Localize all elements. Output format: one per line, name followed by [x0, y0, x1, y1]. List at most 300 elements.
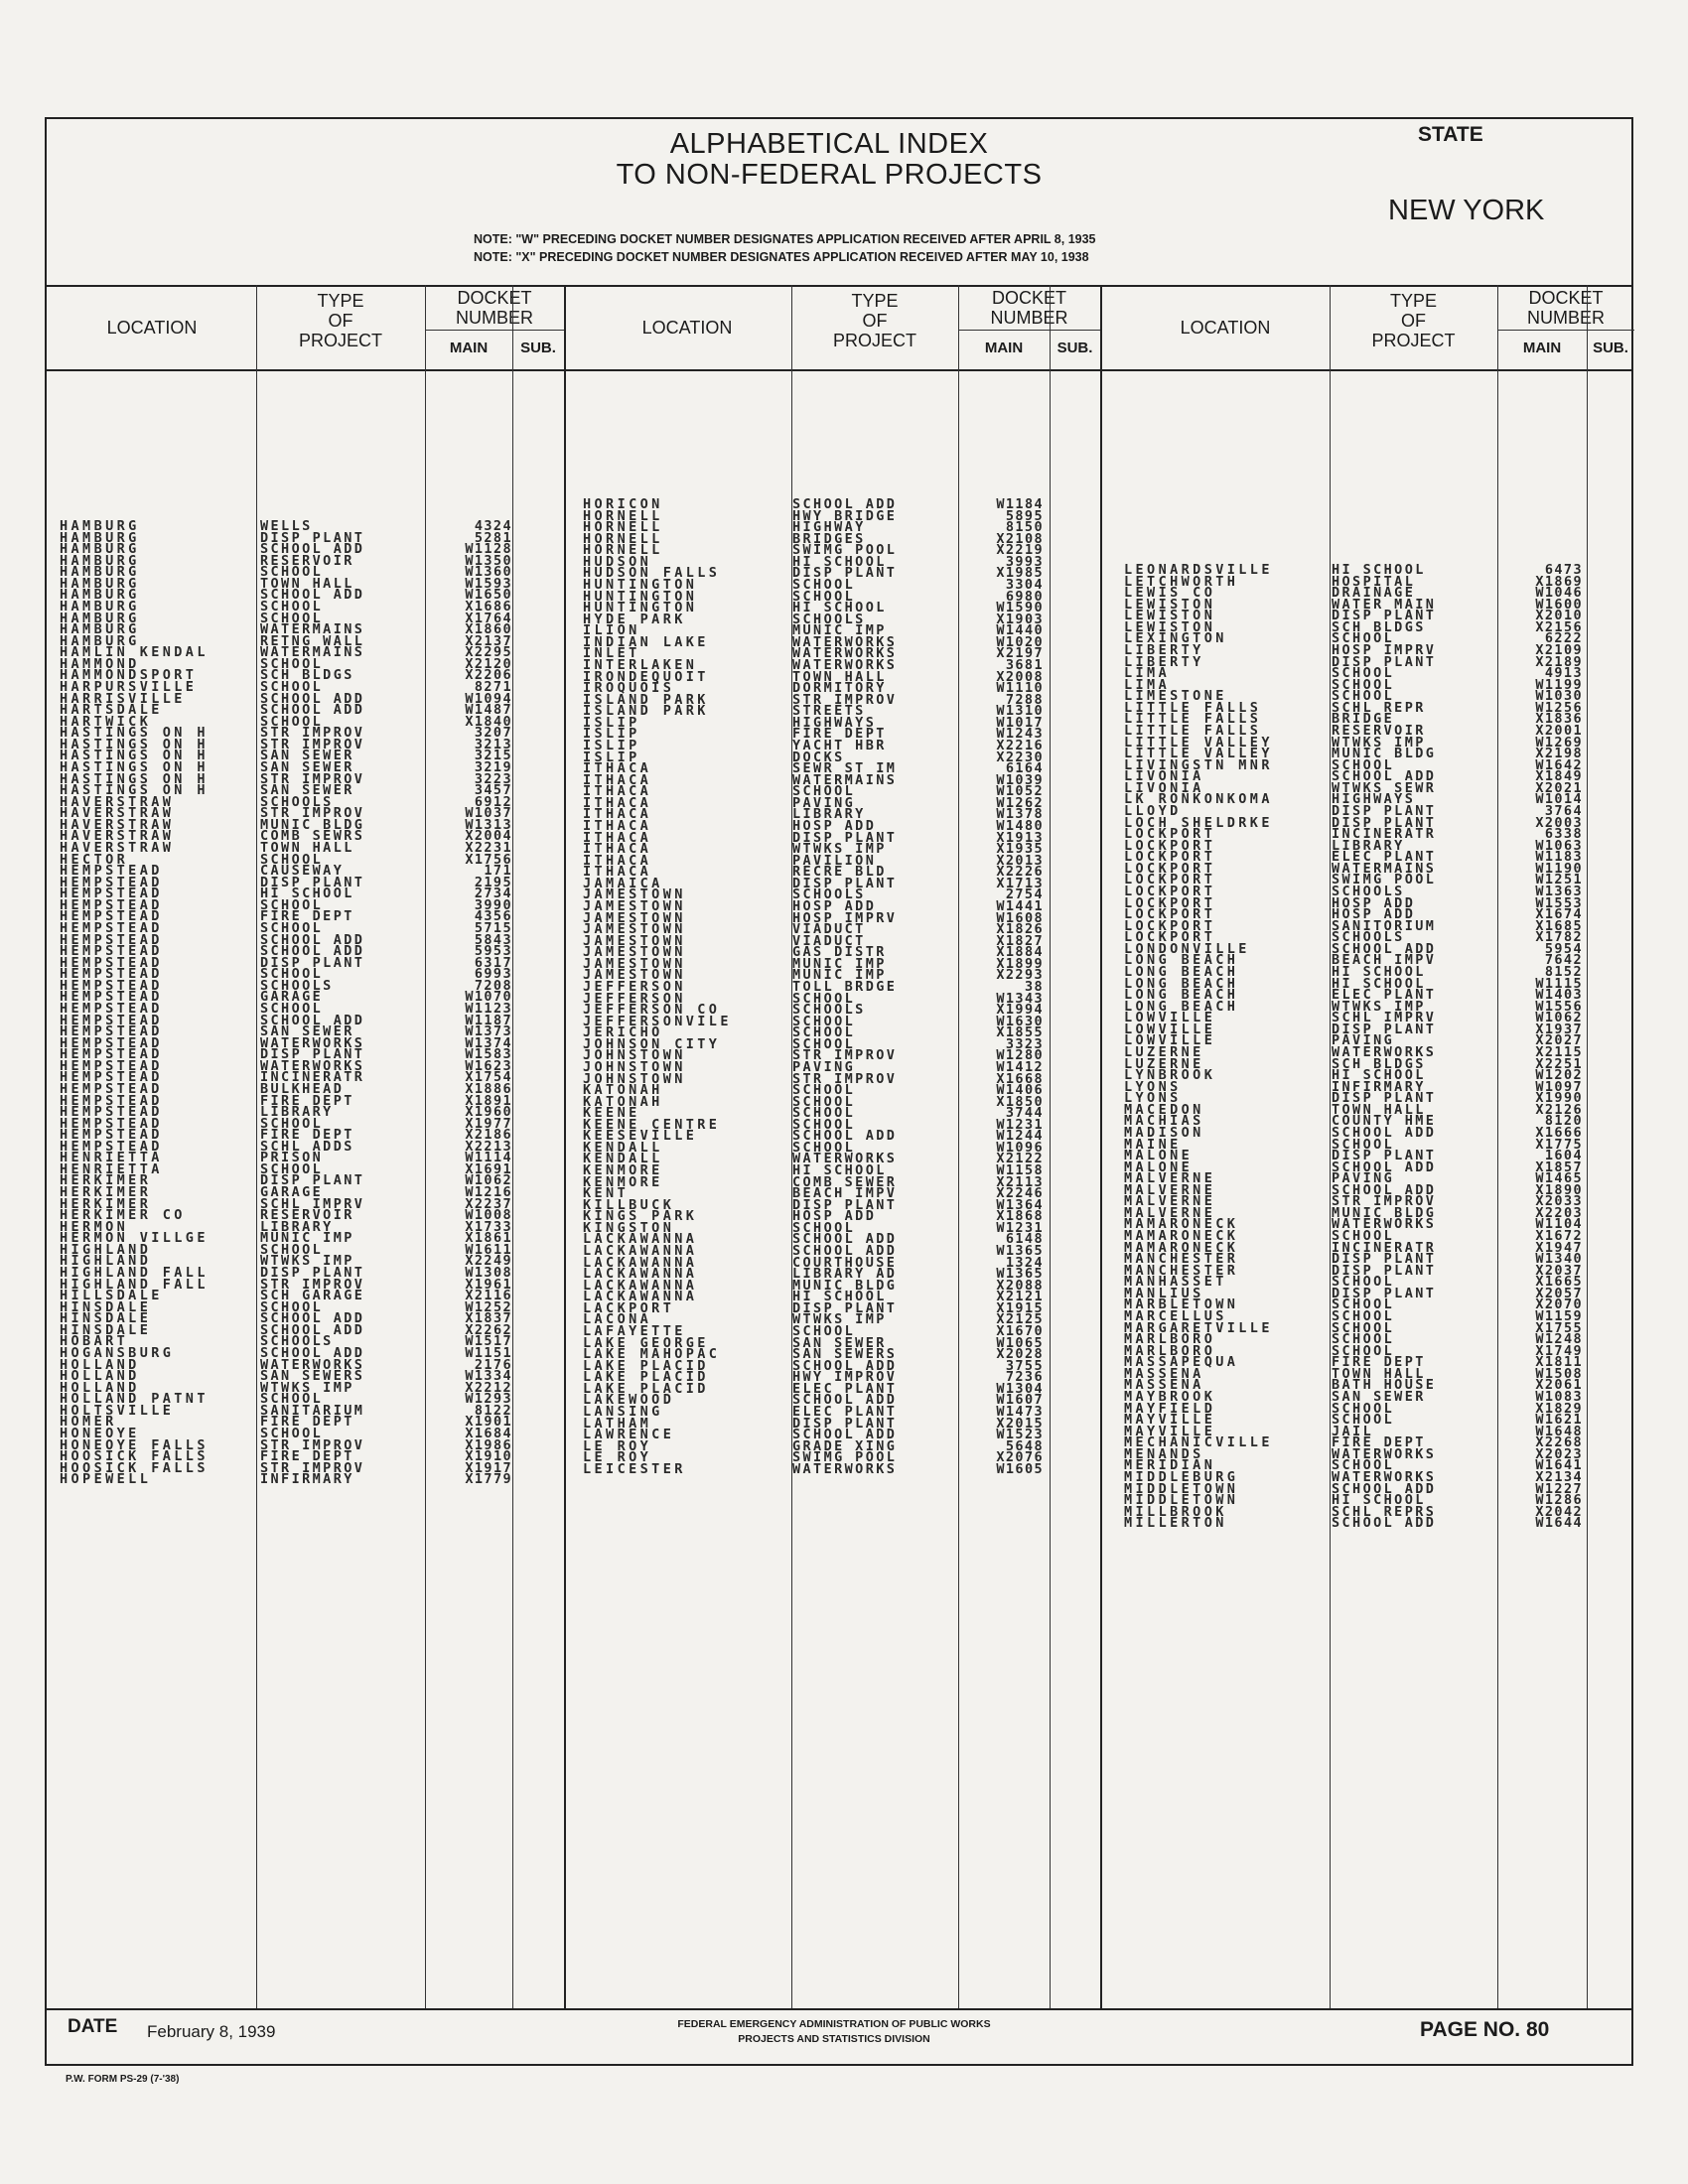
project-type-cell: HOSP ADD [792, 897, 877, 914]
header-word: PROJECT [298, 331, 382, 350]
project-type-cell: PAVING [792, 794, 856, 811]
project-type-cell: BEACH IMPV [1332, 952, 1437, 969]
location-cell: HEMPSTEAD [60, 1012, 163, 1028]
date-value: February 8, 1939 [147, 2022, 276, 2041]
project-type-cell: WTWKS IMP [792, 841, 887, 858]
docket-main-cell: X2197 [996, 645, 1044, 662]
docket-main-cell: W1308 [465, 1265, 512, 1282]
docket-main-cell: 6338 [1544, 826, 1583, 843]
project-type-cell: SCHL REPRS [1332, 1503, 1437, 1520]
location-cell: HINSDALE [60, 1298, 152, 1315]
docket-main-cell: 3223 [474, 770, 512, 787]
location-cell: KENDALL [583, 1139, 663, 1156]
location-cell: LOCKPORT [1124, 906, 1216, 923]
location-cell: HAMBURG [60, 598, 140, 614]
project-type-cell: ELEC PLANT [792, 1404, 898, 1421]
header-bottom-rule [45, 369, 1633, 371]
docket-main-cell: W1151 [465, 1345, 512, 1362]
project-type-cell: HI SCHOOL [1332, 975, 1426, 992]
docket-main-cell: W1187 [465, 1012, 512, 1028]
docket-main-cell: W1096 [996, 1139, 1044, 1156]
location-cell: LYONS [1124, 1090, 1182, 1107]
location-cell: MACHIAS [1124, 1113, 1204, 1130]
docket-main-cell: W1313 [465, 816, 512, 833]
project-type-cell: BEACH IMPV [792, 1185, 898, 1202]
docket-main-cell: X2189 [1535, 653, 1583, 670]
docket-main-cell: X1890 [1535, 1181, 1583, 1198]
location-cell: LAKE PLACID [583, 1357, 709, 1374]
project-type-cell: ELEC PLANT [1332, 849, 1437, 866]
project-type-cell: STR IMPROV [260, 736, 365, 752]
project-type-cell: WATERWORKS [792, 656, 898, 673]
agency-line-2: PROJECTS AND STATISTICS DIVISION [738, 2033, 930, 2045]
project-type-cell: INCINERATR [1332, 826, 1437, 843]
location-cell: ITHACA [583, 864, 652, 881]
project-type-cell: SAN SEWER [792, 1334, 887, 1351]
header-location: LOCATION [1180, 318, 1271, 338]
project-type-cell: SCHOOL [1332, 1331, 1395, 1348]
header-word: DOCKET [457, 288, 532, 308]
project-type-cell: LIBRARY [1332, 837, 1405, 854]
location-cell: LONDONVILLE [1124, 940, 1250, 957]
docket-main-cell: W1583 [465, 1046, 512, 1063]
docket-main-cell: 5954 [1544, 940, 1583, 957]
location-cell: LACKAWANNA [583, 1289, 698, 1305]
docket-main-cell: W1286 [1535, 1492, 1583, 1509]
header-word: DOCKET [991, 288, 1066, 308]
docket-main-cell: 4324 [474, 518, 512, 534]
project-type-cell: STR IMPROV [260, 725, 365, 742]
location-cell: ISLIP [583, 714, 640, 731]
docket-main-cell: 2176 [474, 1356, 512, 1373]
project-type-cell: WATERMAINS [260, 621, 365, 638]
location-cell: LEWISTON [1124, 596, 1216, 613]
project-type-cell: SCHOOL ADD [1332, 1515, 1437, 1532]
docket-main-cell: X1868 [996, 1208, 1044, 1225]
docket-main-cell: W1183 [1535, 849, 1583, 866]
project-type-cell: SWIMG POOL [1332, 872, 1437, 888]
project-type-cell: SCHOOL [792, 1323, 856, 1340]
location-cell: MALVERNE [1124, 1181, 1216, 1198]
location-cell: ILION [583, 622, 640, 639]
project-type-cell: SCHL IMPRV [260, 1195, 365, 1212]
location-cell: MANLIUS [1124, 1285, 1204, 1301]
project-type-cell: STR IMPROV [1332, 1193, 1437, 1210]
project-type-cell: STR IMPROV [792, 691, 898, 708]
location-cell: HERKIMER CO [60, 1207, 186, 1224]
location-cell: KEESEVILLE [583, 1128, 698, 1145]
docket-main-cell: X1903 [996, 611, 1044, 627]
project-type-cell: SCHOOL ADD [792, 1128, 898, 1145]
docket-main-cell: W1621 [1535, 1412, 1583, 1429]
project-type-cell: SCHOOL [792, 1082, 856, 1099]
project-type-cell: MUNIC BLDG [260, 816, 365, 833]
project-type-cell: SCHOOL [260, 919, 324, 936]
project-type-cell: SCHOOL ADD [1332, 1124, 1437, 1141]
project-type-cell: JAIL [1332, 1423, 1374, 1439]
docket-main-cell: X1917 [465, 1459, 512, 1476]
docket-main-cell: X2088 [996, 1277, 1044, 1294]
location-cell: HAVERSTRAW [60, 816, 175, 833]
location-cell: JAMAICA [583, 875, 663, 891]
docket-main-cell: X1855 [996, 1024, 1044, 1041]
location-cell: HEMPSTEAD [60, 1138, 163, 1155]
docket-main-cell: 5953 [474, 943, 512, 960]
project-type-cell: SCHOOL ADD [1332, 768, 1437, 785]
docket-main-cell: X2010 [1535, 608, 1583, 624]
location-cell: LIVINGSTN MNR [1124, 756, 1273, 773]
page-value: 80 [1525, 2018, 1550, 2041]
location-cell: LOCKPORT [1124, 837, 1216, 854]
location-cell: LONG BEACH [1124, 952, 1239, 969]
location-cell: HEMPSTEAD [60, 908, 163, 925]
location-cell: ITHACA [583, 771, 652, 788]
docket-main-cell: W1465 [1535, 1170, 1583, 1187]
location-cell: JEFFERSON CO [583, 1002, 721, 1019]
docket-main-cell: W1607 [996, 1392, 1044, 1409]
docket-main-cell: 3213 [474, 736, 512, 752]
docket-main-cell: W1365 [996, 1243, 1044, 1260]
location-cell: HERKIMER [60, 1184, 152, 1201]
docket-main-cell: X2251 [1535, 1055, 1583, 1072]
location-cell: LEWISTON [1124, 618, 1216, 635]
location-cell: LAWRENCE [583, 1427, 675, 1443]
docket-main-cell: X1960 [465, 1104, 512, 1121]
location-cell: INDIAN LAKE [583, 633, 709, 650]
docket-main-cell: X1913 [996, 829, 1044, 846]
header-type-of-project [791, 291, 958, 350]
docket-main-cell: X1666 [1535, 1124, 1583, 1141]
project-type-cell: SAN SEWER [260, 758, 354, 775]
project-type-cell: HI SCHOOL [1332, 562, 1426, 578]
docket-main-cell: W1487 [465, 702, 512, 719]
docket-main-cell: W1373 [465, 1024, 512, 1040]
project-type-cell: SANITARIUM [260, 1402, 365, 1419]
location-cell: IROQUOIS [583, 680, 675, 697]
docket-main-cell: X2156 [1535, 618, 1583, 635]
location-cell: HINSDALE [60, 1310, 152, 1327]
header-type-of-project [256, 291, 425, 350]
docket-main-cell: X2113 [996, 1173, 1044, 1190]
docket-main-cell: 5895 [1005, 507, 1044, 524]
docket-main-cell: X2293 [996, 967, 1044, 984]
docket-main-cell: X1886 [465, 1080, 512, 1097]
project-type-cell: STR IMPROV [792, 1070, 898, 1087]
location-cell: LAKE GEORGE [583, 1334, 709, 1351]
project-type-cell: HOSP ADD [792, 817, 877, 834]
project-type-cell: SCHOOL ADD [260, 541, 365, 558]
docket-main-cell: 8150 [1005, 519, 1044, 536]
location-cell: HERMON VILLGE [60, 1230, 209, 1247]
header-docket-number [1497, 288, 1634, 328]
project-type-cell: DRAINAGE [1332, 585, 1416, 602]
project-type-cell: SCHOOL ADD [260, 1321, 365, 1338]
docket-main-cell: X2013 [996, 852, 1044, 869]
docket-main-cell: 5648 [1005, 1437, 1044, 1454]
project-type-cell: SCHOOL [792, 576, 856, 593]
project-type-cell: MUNIC IMP [792, 955, 887, 972]
docket-main-cell: X2126 [1535, 1101, 1583, 1118]
location-cell: MALONE [1124, 1159, 1194, 1175]
docket-main-cell: W1190 [1535, 860, 1583, 877]
location-cell: MALVERNE [1124, 1193, 1216, 1210]
date-label: DATE [68, 2016, 118, 2037]
notes [474, 230, 1096, 266]
location-cell: KEENE [583, 1105, 640, 1122]
location-cell: HARTSDALE [60, 702, 163, 719]
docket-main-cell: X1685 [1535, 917, 1583, 934]
docket-main-cell: X1840 [465, 713, 512, 730]
docket-main-cell: X1935 [996, 841, 1044, 858]
docket-main-cell: W1052 [996, 783, 1044, 800]
docket-main-cell: W1310 [996, 703, 1044, 720]
project-type-cell: SCHOOL [260, 1426, 324, 1442]
project-type-cell: SCHOOL ADD [792, 1427, 898, 1443]
docket-main-cell: X1691 [465, 1160, 512, 1177]
docket-main-cell: X2134 [1535, 1469, 1583, 1486]
location-cell: HOLLAND PATNT [60, 1391, 209, 1408]
project-type-cell: SCHOOL [260, 851, 324, 868]
docket-main-cell: W1065 [996, 1334, 1044, 1351]
project-type-cell: DISP PLANT [260, 1265, 365, 1282]
docket-main-cell: W1083 [1535, 1389, 1583, 1406]
docket-main-cell: X2116 [465, 1288, 512, 1304]
project-type-cell: HI SCHOOL [792, 600, 887, 616]
location-cell: JAMESTOWN [583, 897, 686, 914]
project-type-cell: MUNIC IMP [792, 622, 887, 639]
project-type-cell: SCHOOL ADD [260, 1310, 365, 1327]
location-cell: HEMPSTEAD [60, 896, 163, 913]
project-type-cell: RESERVOIR [1332, 722, 1426, 739]
location-cell: HUNTINGTON [583, 576, 698, 593]
docket-main-cell: X1811 [1535, 1354, 1583, 1371]
docket-main-cell: 5715 [474, 919, 512, 936]
project-type-cell: WATERWORKS [792, 633, 898, 650]
project-type-cell: TOWN HALL [1332, 1101, 1426, 1118]
docket-main-cell: W1216 [465, 1184, 512, 1201]
project-type-cell: WATER MAIN [1332, 596, 1437, 613]
project-type-cell: WATERWORKS [1332, 1469, 1437, 1486]
docket-main-cell: X1713 [996, 875, 1044, 891]
project-type-cell: VIADUCT [792, 921, 866, 938]
docket-main-cell: X2003 [1535, 814, 1583, 831]
location-cell: HEMPSTEAD [60, 1000, 163, 1017]
docket-main-cell: X2057 [1535, 1285, 1583, 1301]
docket-main-cell: 6473 [1544, 562, 1583, 578]
project-type-cell: DISP PLANT [1332, 1021, 1437, 1037]
location-cell: ISLIP [583, 737, 640, 753]
docket-main-cell: X1837 [465, 1310, 512, 1327]
docket-main-cell: X1891 [465, 1092, 512, 1109]
docket-main-cell: W1159 [1535, 1308, 1583, 1325]
project-type-cell: SCHOOL ADD [260, 702, 365, 719]
docket-main-cell: W1104 [1535, 1216, 1583, 1233]
location-cell: HASTINGS ON H [60, 736, 209, 752]
docket-main-cell: W1046 [1535, 585, 1583, 602]
location-cell: LIBERTY [1124, 641, 1204, 658]
docket-main-cell: W1343 [996, 990, 1044, 1007]
location-cell: HEMPSTEAD [60, 1034, 163, 1051]
location-cell: LK RONKONKOMA [1124, 791, 1273, 808]
docket-main-cell: 2195 [474, 874, 512, 890]
project-type-cell: WATERWORKS [260, 1034, 365, 1051]
location-cell: MAINE [1124, 1136, 1182, 1153]
docket-main-cell: W1158 [996, 1162, 1044, 1179]
location-cell: LUZERNE [1124, 1055, 1204, 1072]
project-type-cell: FIRE DEPT [260, 1092, 354, 1109]
docket-main-cell: W1304 [996, 1380, 1044, 1397]
docket-main-cell: W1605 [996, 1460, 1044, 1477]
location-cell: HAMMONDSPORT [60, 667, 198, 684]
docket-main-cell: W1650 [465, 587, 512, 604]
project-type-cell: VIADUCT [792, 932, 866, 949]
project-type-cell: WTWKS IMP [260, 1379, 354, 1396]
docket-main-cell: X1937 [1535, 1021, 1583, 1037]
project-type-cell: SCHOOL [1332, 1308, 1395, 1325]
location-cell: HOMER [60, 1414, 117, 1431]
project-type-cell: SCHOOL ADD [260, 931, 365, 948]
project-type-cell: DISP PLANT [260, 1046, 365, 1063]
docket-main-cell: 38 [1024, 978, 1044, 995]
location-cell: JAMESTOWN [583, 887, 686, 903]
project-type-cell: COMB SEWER [792, 1173, 898, 1190]
project-type-cell: DOCKS [792, 749, 845, 765]
header-word: OF [1401, 311, 1426, 331]
location-cell: JOHNSTOWN [583, 1047, 686, 1064]
project-type-cell: SCHOOL ADD [1332, 1181, 1437, 1198]
project-type-cell: LIBRARY [260, 1218, 334, 1235]
project-type-cell: SCH BLDGS [260, 667, 354, 684]
location-cell: HORNELL [583, 530, 663, 547]
project-type-cell: SCHOOL [1332, 1412, 1395, 1429]
docket-main-cell: X2249 [465, 1253, 512, 1270]
project-type-cell: SCHOOL [1332, 688, 1395, 705]
location-cell: HOOSICK FALLS [60, 1459, 209, 1476]
project-type-cell: SCHOOL ADD [1332, 1480, 1437, 1497]
project-type-cell: SCHL IMPRV [1332, 1010, 1437, 1026]
project-type-cell: PAVING [1332, 1170, 1395, 1187]
project-type-cell: STR IMPROV [260, 1436, 365, 1453]
project-type-cell: DISP PLANT [260, 874, 365, 890]
docket-main-cell: 3215 [474, 748, 512, 764]
project-type-cell: WATERWORKS [792, 1151, 898, 1167]
location-cell: LYNBROOK [1124, 1067, 1216, 1084]
docket-main-cell: X2216 [996, 737, 1044, 753]
docket-main-cell: X1684 [465, 1426, 512, 1442]
docket-main-cell: W1062 [465, 1172, 512, 1189]
project-type-cell: SCHOOL [792, 1013, 856, 1029]
project-type-cell: HI SCHOOL [260, 886, 354, 902]
location-cell: HAMBURG [60, 587, 140, 604]
docket-main-cell: W1063 [1535, 837, 1583, 854]
header-docket-number [425, 288, 564, 328]
project-type-cell: HI SCHOOL [792, 553, 887, 570]
location-cell: HAMBURG [60, 541, 140, 558]
project-type-cell: RESERVOIR [260, 1207, 354, 1224]
docket-main-cell: W1243 [996, 726, 1044, 743]
docket-main-cell: W1062 [1535, 1010, 1583, 1026]
docket-main-cell: W1280 [996, 1047, 1044, 1064]
docket-main-cell: W1115 [1535, 975, 1583, 992]
docket-main-cell: W1334 [465, 1368, 512, 1385]
location-cell: HEMPSTEAD [60, 1057, 163, 1074]
location-cell: ITHACA [583, 852, 652, 869]
location-cell: HAMBURG [60, 552, 140, 569]
project-type-cell: MUNIC IMP [792, 967, 887, 984]
project-type-cell: YACHT HBR [792, 737, 887, 753]
project-type-cell: STR IMPROV [260, 805, 365, 822]
project-type-cell: SCHOOL [1332, 1136, 1395, 1153]
location-cell: HEMPSTEAD [60, 1024, 163, 1040]
docket-main-cell: W1412 [996, 1058, 1044, 1075]
project-type-cell: PAVING [792, 1058, 856, 1075]
project-type-cell: DISP PLANT [1332, 814, 1437, 831]
docket-main-cell: 3755 [1005, 1357, 1044, 1374]
docket-main-cell: W1403 [1535, 987, 1583, 1004]
project-type-cell: SAN SEWER [260, 782, 354, 799]
project-type-cell: SCHOOL [260, 655, 324, 672]
location-cell: MIDDLEBURG [1124, 1469, 1239, 1486]
project-type-cell: SCHOOL [260, 1391, 324, 1408]
project-type-cell: HOSPITAL [1332, 573, 1416, 590]
location-cell: LITTLE FALLS [1124, 722, 1262, 739]
docket-main-cell: W1262 [996, 794, 1044, 811]
docket-main-cell: W1440 [996, 622, 1044, 639]
project-type-cell: SCHOOL [1332, 665, 1395, 682]
location-cell: LUZERNE [1124, 1043, 1204, 1060]
docket-main-cell: W1008 [465, 1207, 512, 1224]
location-cell: LOCH SHELDRKE [1124, 814, 1273, 831]
location-cell: LOCKPORT [1124, 917, 1216, 934]
location-cell: JAMESTOWN [583, 955, 686, 972]
project-type-cell: SCHOOL [792, 1219, 856, 1236]
location-cell: KATONAH [583, 1082, 663, 1099]
docket-main-cell: X1686 [465, 598, 512, 614]
location-cell: KENDALL [583, 1151, 663, 1167]
docket-main-cell: W1523 [996, 1427, 1044, 1443]
location-cell: HAMBURG [60, 529, 140, 546]
location-cell: HAMBURG [60, 632, 140, 649]
page-title [0, 129, 1658, 191]
location-cell: MECHANICVILLE [1124, 1434, 1273, 1451]
project-type-cell: SCHOOL [260, 1160, 324, 1177]
project-type-cell: FIRE DEPT [260, 1448, 354, 1465]
docket-main-cell: W1648 [1535, 1423, 1583, 1439]
docket-main-cell: X1779 [465, 1471, 512, 1488]
docket-main-cell: 4913 [1544, 665, 1583, 682]
docket-main-cell: W1365 [996, 1266, 1044, 1283]
project-type-cell: LIBRARY AD [792, 1266, 898, 1283]
docket-main-cell: 2754 [1005, 887, 1044, 903]
project-type-cell: SCHOOL [792, 1139, 856, 1156]
docket-main-cell: X2108 [996, 530, 1044, 547]
project-type-cell: SCHOOL [792, 588, 856, 605]
project-type-cell: SANITORIUM [1332, 917, 1437, 934]
header-word: NUMBER [1526, 308, 1605, 328]
project-type-cell: WATERWORKS [260, 1057, 365, 1074]
project-type-cell: HOSP ADD [792, 1208, 877, 1225]
docket-main-cell: 8152 [1544, 963, 1583, 980]
location-cell: HASTINGS ON H [60, 770, 209, 787]
project-type-cell: SCHOOL [792, 1116, 856, 1133]
docket-main-cell: X2037 [1535, 1262, 1583, 1279]
docket-main-cell: 8120 [1544, 1113, 1583, 1130]
project-type-cell: HIGHWAYS [1332, 791, 1416, 808]
project-type-cell: SCHOOL [260, 598, 324, 614]
docket-main-cell: W1199 [1535, 676, 1583, 693]
docket-main-cell: X1986 [465, 1436, 512, 1453]
docket-main-cell: X1749 [1535, 1342, 1583, 1359]
